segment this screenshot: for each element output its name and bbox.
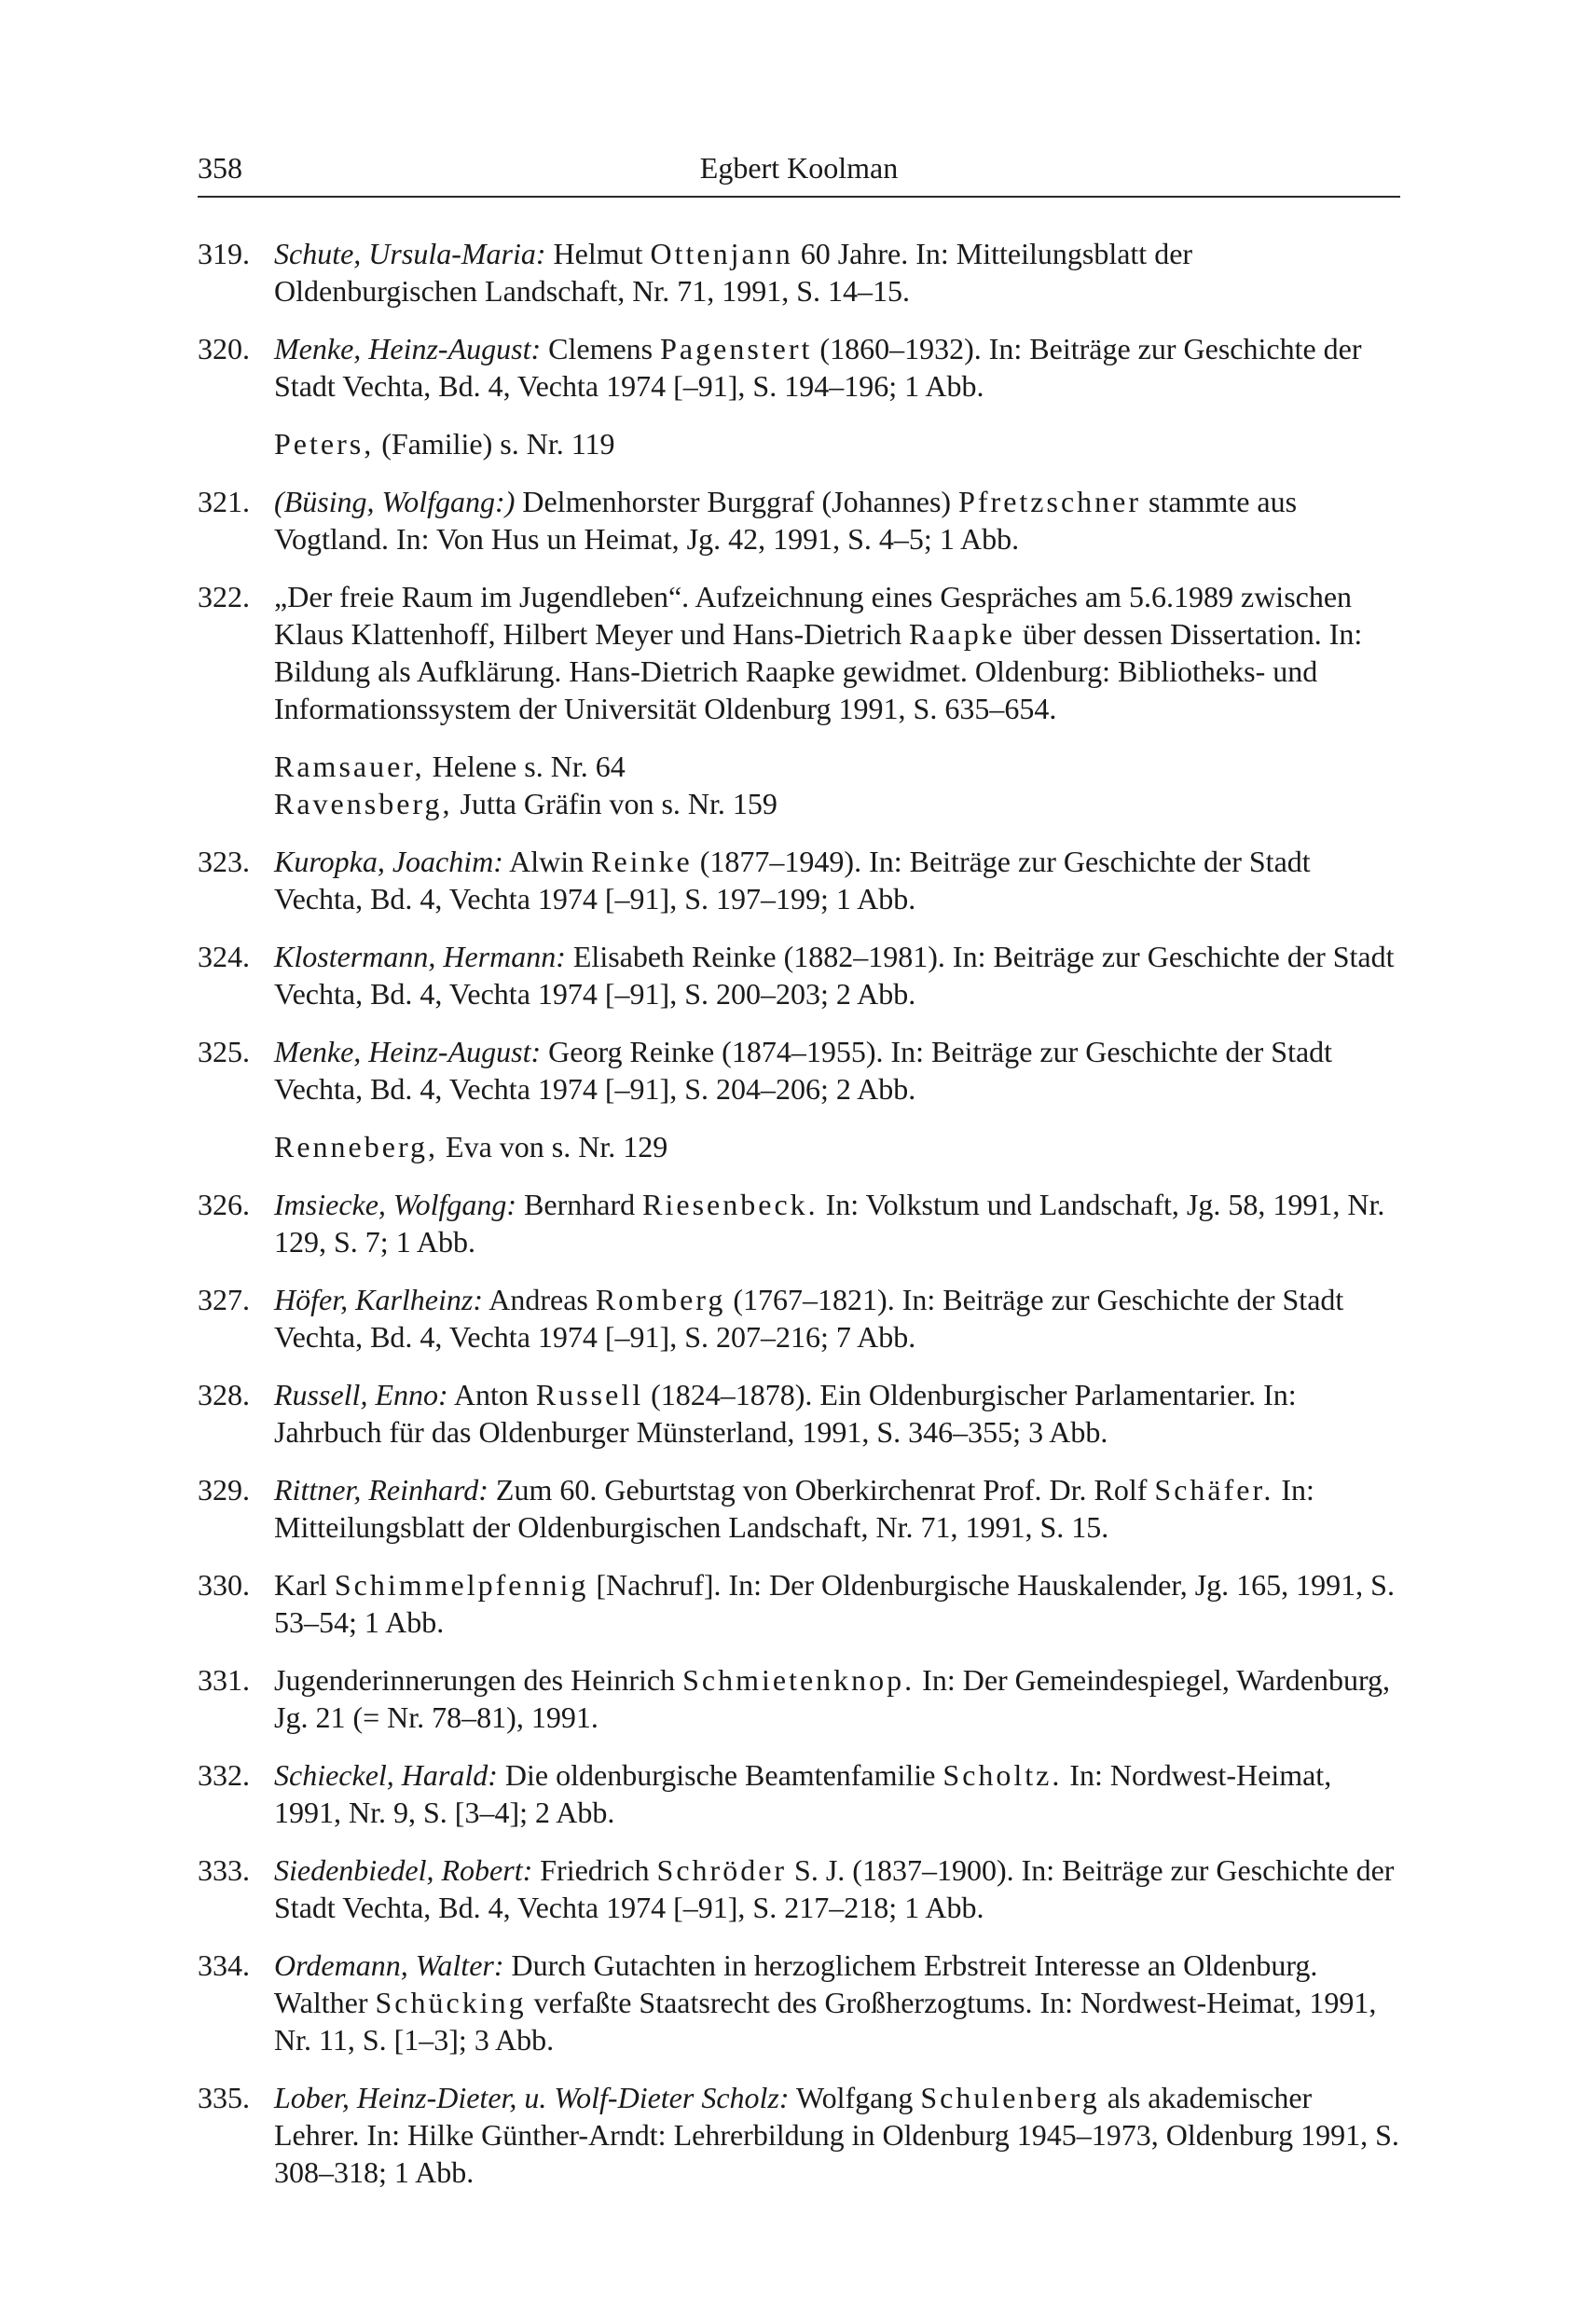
entry-author: (Büsing, Wolfgang:): [274, 485, 516, 518]
entry-text: S. J. (1837–1900). In: Beiträge zur Geschichte der Stadt Vechta, Bd. 4, Vechta 1974 [–91], S. 217–218; 1 Abb.: [274, 1853, 1395, 1924]
entry-number: 322.: [198, 580, 250, 613]
cross-reference-target: Eva von s. Nr. 129: [446, 1130, 668, 1163]
entry-text: „Der freie Raum im Jugendleben“. Aufzeichnung eines Gespräches am 5.6.1989 zwischen Klaus Klattenhoff, Hilbert Meyer und Hans-Dietrich: [274, 580, 1353, 651]
entry-subject-name: Riesenbeck.: [642, 1188, 819, 1221]
entry-subject-name: Raapke: [909, 617, 1015, 651]
entry-text: Bernhard: [524, 1188, 636, 1221]
entry-text: Clemens: [548, 332, 654, 365]
page: [198, 140, 1400, 2211]
entry-author: Schieckel, Harald:: [274, 1758, 498, 1792]
entry-subject-name: Schmietenknop.: [682, 1663, 915, 1697]
bibliography-entry: [198, 235, 1400, 310]
entry-subject-name: Pfretzschner: [958, 485, 1141, 518]
entry-text: über dessen Dissertation. In: Bildung als Aufklärung. Hans-Dietrich Raapke gewidmet. Oldenburg: Bibliotheks- und Informationssystem der Universität Oldenburg 1991, S. 635–654.: [274, 617, 1363, 725]
entry-subject-name: Scholtz.: [942, 1758, 1063, 1792]
entry-text: Friedrich: [540, 1853, 650, 1887]
entry-number: 319.: [198, 237, 250, 270]
cross-reference: [274, 748, 1400, 785]
entry-text: (1860–1932). In: Beiträge zur Geschichte der Stadt Vechta, Bd. 4, Vechta 1974 [–91], S. 194–196; 1 Abb.: [274, 332, 1362, 403]
entry-author: Menke, Heinz-August:: [274, 332, 542, 365]
entry-subject-name: Schulenberg: [920, 2081, 1100, 2114]
entry-subject-name: Russell: [535, 1378, 644, 1411]
entry-author: Rittner, Reinhard:: [274, 1473, 488, 1507]
entry-text: Elisabeth Reinke (1882–1981). In: Beiträge zur Geschichte der Stadt Vechta, Bd. 4, Vechta 1974 [–91], S. 200–203; 2 Abb.: [274, 940, 1395, 1011]
cross-reference-block: [198, 425, 1400, 462]
entry-author: Klostermann, Hermann:: [274, 940, 566, 973]
entry-text: [Nachruf]. In: Der Oldenburgische Hauskalender, Jg. 165, 1991, S. 53–54; 1 Abb.: [274, 1568, 1395, 1639]
entry-text: Die oldenburgische Beamtenfamilie: [504, 1758, 936, 1792]
entry-author: Höfer, Karlheinz:: [274, 1283, 483, 1316]
bibliography-entry: [198, 1756, 1400, 1831]
entry-number: 332.: [198, 1758, 250, 1792]
cross-reference-name: Peters,: [274, 427, 375, 461]
entry-text: Zum 60. Geburtstag von Oberkirchenrat Prof. Dr. Rolf: [495, 1473, 1148, 1507]
cross-reference-block: [198, 748, 1400, 822]
entry-text: (1877–1949). In: Beiträge zur Geschichte der Stadt Vechta, Bd. 4, Vechta 1974 [–91], S. 197–199; 1 Abb.: [274, 845, 1311, 915]
entry-subject-name: Ottenjann: [650, 237, 793, 270]
entry-author: Imsiecke, Wolfgang:: [274, 1188, 517, 1221]
entry-text: (1767–1821). In: Beiträge zur Geschichte der Stadt Vechta, Bd. 4, Vechta 1974 [–91], S. 207–216; 7 Abb.: [274, 1283, 1344, 1354]
cross-reference-target: Helene s. Nr. 64: [432, 750, 626, 783]
bibliography-entry: [198, 1851, 1400, 1926]
entry-number: 334.: [198, 1948, 250, 1982]
cross-reference: [274, 425, 1400, 462]
bibliography-entry: [198, 1947, 1400, 2058]
entry-number: 321.: [198, 485, 250, 518]
entry-subject-name: Schäfer.: [1154, 1473, 1274, 1507]
entry-text: Delmenhorster Burggraf (Johannes): [522, 485, 952, 518]
entry-text: In: Der Gemeindespiegel, Wardenburg, Jg. 21 (= Nr. 78–81), 1991.: [274, 1663, 1391, 1734]
bibliography-entry: [198, 1376, 1400, 1451]
entry-author: Kuropka, Joachim:: [274, 845, 503, 878]
running-title: Egbert Koolman: [699, 151, 899, 185]
entry-text: Durch Gutachten in herzoglichem Erbstreit Interesse an Oldenburg. Walther: [274, 1948, 1318, 2019]
entry-number: 335.: [198, 2081, 250, 2114]
entry-text: Wolfgang: [795, 2081, 914, 2114]
bibliography-list: [198, 235, 1400, 2191]
cross-reference-name: Ramsauer,: [274, 750, 425, 783]
entry-author: Ordemann, Walter:: [274, 1948, 504, 1982]
bibliography-entry: [198, 1186, 1400, 1260]
entry-number: 331.: [198, 1663, 250, 1697]
entry-subject-name: Romberg: [595, 1283, 726, 1316]
entry-text: 60 Jahre. In: Mitteilungsblatt der Oldenburgischen Landschaft, Nr. 71, 1991, S. 14–15.: [274, 237, 1193, 308]
bibliography-entry: [198, 938, 1400, 1012]
entry-text: In: Volkstum und Landschaft, Jg. 58, 1991, Nr. 129, S. 7; 1 Abb.: [274, 1188, 1385, 1259]
entry-author: Russell, Enno:: [274, 1378, 448, 1411]
entry-author: Menke, Heinz-August:: [274, 1035, 542, 1068]
entry-text: (1824–1878). Ein Oldenburgischer Parlamentarier. In: Jahrbuch für das Oldenburger Münsterland, 1991, S. 346–355; 3 Abb.: [274, 1378, 1297, 1449]
bibliography-entry: [198, 1661, 1400, 1736]
entry-author: Lober, Heinz-Dieter, u. Wolf-Dieter Scholz:: [274, 2081, 790, 2114]
entry-subject-name: Reinke: [591, 845, 693, 878]
entry-number: 329.: [198, 1473, 250, 1507]
entry-subject-name: Schimmelpfennig: [334, 1568, 589, 1602]
entry-number: 330.: [198, 1568, 250, 1602]
entry-number: 325.: [198, 1035, 250, 1068]
entry-subject-name: Pagenstert: [660, 332, 813, 365]
entry-number: 333.: [198, 1853, 250, 1887]
entry-number: 320.: [198, 332, 250, 365]
entry-text: stammte aus Vogtland. In: Von Hus un Heimat, Jg. 42, 1991, S. 4–5; 1 Abb.: [274, 485, 1298, 556]
bibliography-entry: [198, 483, 1400, 557]
bibliography-entry: [198, 2079, 1400, 2191]
cross-reference-block: [198, 1128, 1400, 1165]
entry-text: Andreas: [488, 1283, 588, 1316]
entry-number: 323.: [198, 845, 250, 878]
bibliography-entry: [198, 1033, 1400, 1108]
cross-reference: [274, 785, 1400, 822]
entry-text: verfaßte Staatsrecht des Großherzogtums. In: Nordwest-Heimat, 1991, Nr. 11, S. [1–3]; 3 Abb.: [274, 1986, 1377, 2057]
entry-number: 324.: [198, 940, 250, 973]
entry-text: In: Nordwest-Heimat, 1991, Nr. 9, S. [3–4]; 2 Abb.: [274, 1758, 1332, 1829]
entry-number: 327.: [198, 1283, 250, 1316]
entry-text: Jugenderinnerungen des Heinrich: [274, 1663, 676, 1697]
cross-reference-name: Renneberg,: [274, 1130, 439, 1163]
entry-text: Anton: [453, 1378, 529, 1411]
bibliography-entry: [198, 1566, 1400, 1641]
cross-reference-target: Jutta Gräfin von s. Nr. 159: [460, 787, 777, 820]
bibliography-entry: [198, 330, 1400, 405]
entry-text: Alwin: [509, 845, 585, 878]
entry-text: In: Mitteilungsblatt der Oldenburgischen Landschaft, Nr. 71, 1991, S. 15.: [274, 1473, 1314, 1544]
entry-text: Helmut: [553, 237, 643, 270]
entry-author: Schute, Ursula-Maria:: [274, 237, 546, 270]
entry-subject-name: Schücking: [375, 1986, 527, 2019]
page-header: [198, 140, 1400, 198]
entry-number: 326.: [198, 1188, 250, 1221]
entry-text: als akademischer Lehrer. In: Hilke Günther-Arndt: Lehrerbildung in Oldenburg 1945–1973, Oldenburg 1991, S. 308–318; 1 Abb.: [274, 2081, 1399, 2189]
cross-reference: [274, 1128, 1400, 1165]
page-number: 358: [198, 151, 242, 185]
cross-reference-name: Ravensberg,: [274, 787, 453, 820]
bibliography-entry: [198, 1471, 1400, 1546]
entry-text: Georg Reinke (1874–1955). In: Beiträge zur Geschichte der Stadt Vechta, Bd. 4, Vechta 1974 [–91], S. 204–206; 2 Abb.: [274, 1035, 1333, 1106]
entry-author: Siedenbiedel, Robert:: [274, 1853, 533, 1887]
entry-number: 328.: [198, 1378, 250, 1411]
bibliography-entry: [198, 578, 1400, 727]
entry-subject-name: Schröder: [656, 1853, 788, 1887]
cross-reference-target: (Familie) s. Nr. 119: [381, 427, 615, 461]
bibliography-entry: [198, 843, 1400, 917]
entry-text: Karl: [274, 1568, 327, 1602]
bibliography-entry: [198, 1281, 1400, 1356]
